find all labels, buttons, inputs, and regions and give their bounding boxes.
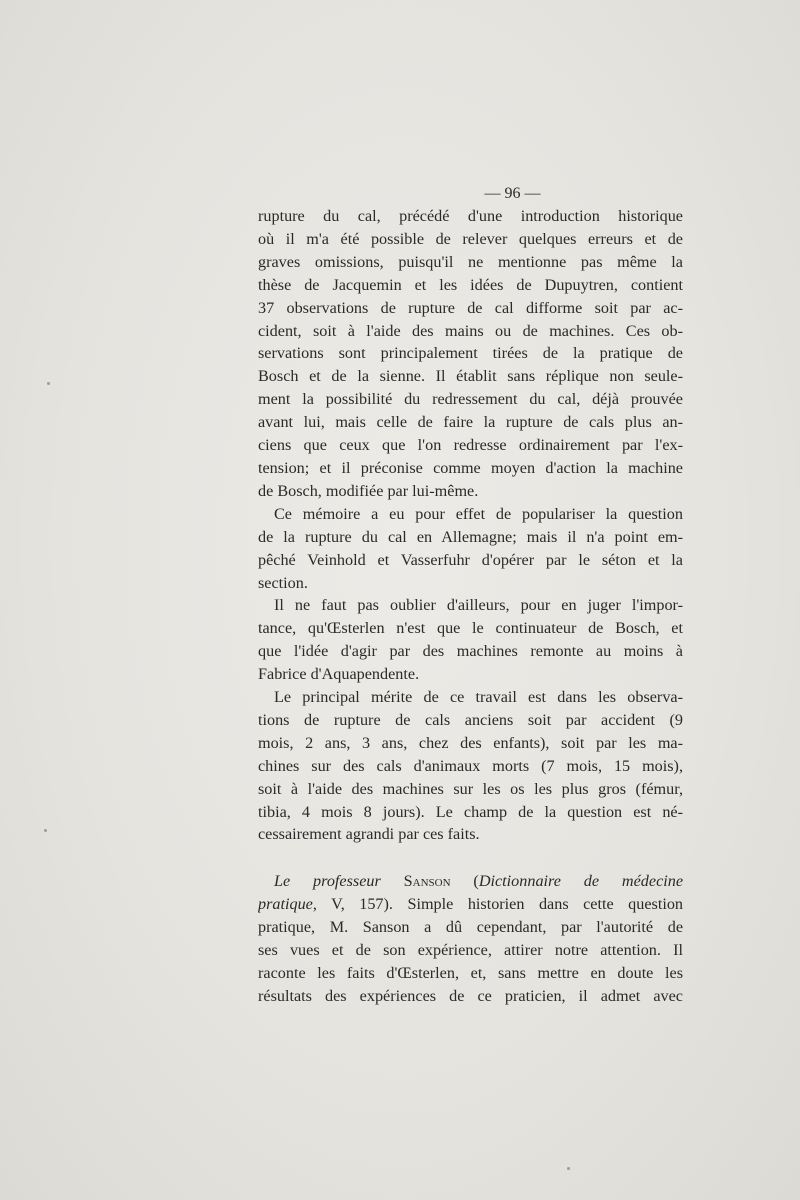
text-line: ciens que ceux que l'on redresse ordinairement par l'ex- <box>258 436 683 455</box>
text-line: Le principal mérite de ce travail est dans les observa- <box>274 688 683 707</box>
paragraph-oesterlen <box>258 205 683 503</box>
text-line: Fabrice d'Aquapendente. <box>258 665 420 684</box>
text-line: tension; et il préconise comme moyen d'action la machine <box>258 458 683 477</box>
text-line: section. <box>258 573 308 592</box>
text-line: Ce mémoire a eu pour effet de populariser la question <box>274 504 683 523</box>
work-title-part: Dictionnaire de médecine <box>478 872 683 891</box>
section-gap <box>258 846 683 870</box>
paren-open: ( <box>450 872 479 891</box>
text-line: Bosch et de la sienne. Il établit sans réplique non seule- <box>258 367 683 386</box>
text-line <box>258 870 683 893</box>
text-line: pratique, M. Sanson a dû cependant, par l'autorité de <box>258 918 683 937</box>
paragraph-merite <box>258 686 683 846</box>
text-line: où il m'a été possible de relever quelques erreurs et de <box>258 229 683 248</box>
text-line: rupture du cal, précédé d'une introduction historique <box>258 207 683 225</box>
text-line: soit à l'aide des machines sur les os les plus gros (fémur, <box>258 779 683 798</box>
text-line: servations sont principalement tirées de la pratique de <box>258 344 683 363</box>
text-fragment: Simple historien dans cette question <box>392 895 683 914</box>
text-line: avant lui, mais celle de faire la rupture de cals plus an- <box>258 413 683 432</box>
paragraph-popularisation <box>258 503 683 595</box>
author-intro: Le professeur <box>274 872 381 891</box>
text-line: cident, soit à l'aide des mains ou de machines. Ces ob- <box>258 321 683 340</box>
text-line: raconte les faits d'Œsterlen, et, sans mettre en doute les <box>258 964 683 982</box>
text-line: que l'idée d'agir par des machines remonte au moins à <box>258 642 683 661</box>
text-line: chines sur des cals d'animaux morts (7 mois, 15 mois), <box>258 756 683 775</box>
text-line: résultats des expériences de ce praticien, il admet avec <box>258 986 683 1005</box>
text-line: tance, qu'Œsterlen n'est que le continuateur de Bosch, et <box>258 619 683 638</box>
text-line: tions de rupture de cals anciens soit par accident (9 <box>258 710 683 729</box>
text-line: mois, 2 ans, 3 ans, chez des enfants), soit par les ma- <box>258 733 683 752</box>
paper-speck <box>44 829 47 832</box>
text-line: pêché Veinhold et Vasserfuhr d'opérer par le séton et la <box>258 550 683 569</box>
text-line: tibia, 4 mois 8 jours). Le champ de la question est né- <box>258 802 683 821</box>
paper-speck <box>567 1167 570 1170</box>
work-reference: , V, 157). <box>312 895 393 914</box>
paper-speck <box>47 382 50 385</box>
text-line: Il ne faut pas oublier d'ailleurs, pour en juger l'impor- <box>274 596 683 615</box>
paragraph-bosch <box>258 594 683 686</box>
paragraph-sanson <box>258 870 683 1007</box>
author-name: Sanson <box>403 872 451 891</box>
text-line: de Bosch, modifiée par lui-même. <box>258 481 479 500</box>
work-title-part: pratique <box>258 895 313 914</box>
text-line: graves omissions, puisqu'il ne mentionne pas même la <box>258 252 683 271</box>
text-line: cessairement agrandi par ces faits. <box>258 825 480 844</box>
page-number: — 96 — <box>484 185 541 202</box>
text-line: 37 observations de rupture de cal difforme soit par ac- <box>258 298 683 317</box>
text-line: ment la possibilité du redressement du cal, déjà prouvée <box>258 390 683 409</box>
text-line <box>258 893 683 916</box>
text-line: ses vues et de son expérience, attirer notre attention. Il <box>258 941 683 960</box>
text-line: thèse de Jacquemin et les idées de Dupuytren, contient <box>258 275 683 294</box>
page-text <box>258 183 683 1008</box>
text-line: de la rupture du cal en Allemagne; mais il n'a point em- <box>258 527 683 546</box>
